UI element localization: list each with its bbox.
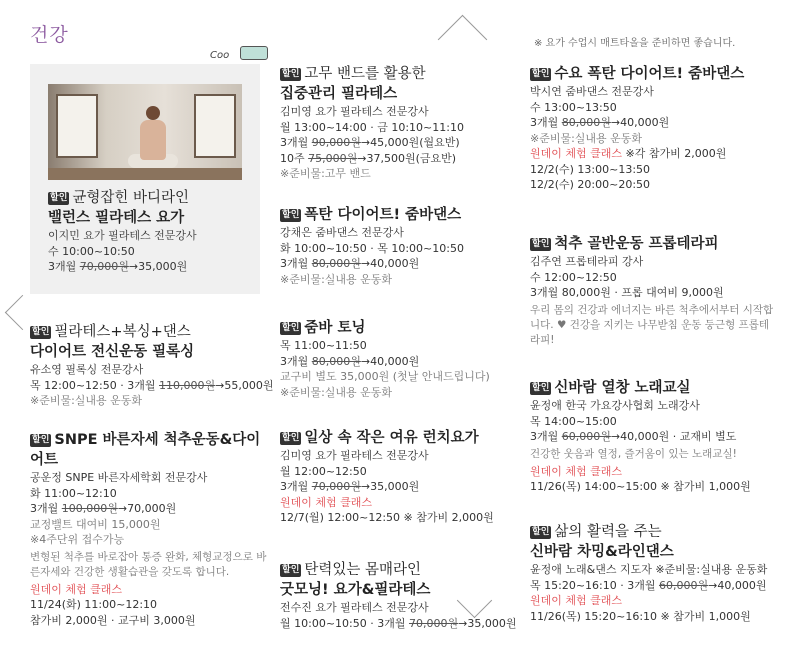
trial-class [530,593,775,609]
course-info: 3개월 80,000원 · 프롭 대여비 9,000원 [530,286,724,299]
course-info: 수 13:00~13:50 [530,100,617,114]
discount-badge: 할인 [32,327,50,337]
price-prefix: 목 15:20~16:10 · 3개월 [530,578,659,592]
old-price: 70,000원 [408,616,459,630]
course-card [530,378,775,495]
old-price: 80,000원 [311,257,361,270]
trial-class [530,464,775,480]
course-info: 공운정 SNPE 바른자세학회 전문강사 [30,471,208,484]
discount-badge: 할인 [532,69,550,79]
course-title-text: 삶의 활력을 주는 [554,524,662,540]
course-card [530,234,775,350]
price-line [280,256,515,272]
price-prefix: 3개월 [530,430,562,443]
price-prefix: 3개월 [30,502,62,515]
course-card [280,318,515,400]
new-price: →45,000원(월요반) [360,136,460,149]
course-info: 월 12:00~12:50 [280,464,367,478]
course-description: 변형된 척추를 바로잡아 통증 완화, 체형교정으로 바른자세와 건강한 생활습관을 갖도록 합니다. [30,550,267,578]
trial-schedule: 11/26(목) 15:20~16:10 ※ 참가비 1,000원 [530,609,751,623]
old-price: 80,000원 [561,116,611,129]
car-icon [240,46,268,60]
course-card [30,322,274,409]
trial-schedule: 11/24(화) 11:00~12:10 [30,598,158,611]
yoga-photo [48,84,242,180]
course-card [530,64,775,193]
course-description: 우리 몸의 건강과 에너지는 바른 척추에서부터 시작합니다. ♥ 건강을 지키는 나무받침 운동 둥근형 프롭테라피! [530,303,774,346]
discount-badge: 할인 [32,435,50,445]
course-info: 월 13:00~14:00 · 금 10:10~11:10 [280,120,464,134]
course-note: ※준비물:실내용 운동화 [530,131,643,145]
course-note: 교구비 별도 35,000원 (첫날 안내드립니다) [280,370,490,383]
price-prefix: 월 10:00~10:50 · 3개월 [280,616,409,630]
course-title [530,234,775,254]
new-price: →40,000원 · 교재비 별도 [610,430,737,443]
course-subtitle: 집중관리 필라테스 [280,86,398,102]
course-note: 교정밸트 대여비 15,000원 [30,517,161,531]
trial-schedule: 12/7(월) 12:00~12:50 ※ 참가비 2,000원 [280,511,494,524]
course-info: 수 12:00~12:50 [530,270,617,284]
course-title-text: SNPE 바른자세 척추운동&다이어트 [30,432,261,468]
featured-title1: 할인 균형잡힌 바디라인 [50,190,190,206]
course-card [280,428,515,526]
course-note: ※준비물:실내용 운동화 [280,272,393,286]
course-title-text: 고무 밴드를 활용한 [304,66,426,82]
course-description: 건강한 웃음과 열정, 즐거움이 있는 노래교실! [530,447,737,460]
course-card [530,522,775,624]
price-prefix: 3개월 [280,257,312,270]
price-prefix: 10주 [280,151,309,165]
price-line [30,378,274,394]
course-title-text: 신바람 열창 노래교실 [554,380,691,396]
trial-class-label: 원데이 체험 클래스 [280,495,373,509]
top-note: ※ 요가 수업시 매트타올을 준비하면 좋습니다. [534,38,736,49]
discount-badge: 할인 [50,193,68,203]
featured-instructor: 이지민 요가 필라테스 전문강사 [48,229,197,242]
price-line [280,135,515,151]
price-line [530,578,775,594]
coo-label: Coo [210,50,230,61]
course-info: 윤정애 노래&댄스 지도자 ※준비물:실내용 운동화 [530,563,768,576]
course-note: ※4주단위 접수가능 [30,533,125,546]
page-title: 건강 [30,24,69,46]
trial-class-label: 원데이 체험 클래스 [530,147,623,160]
discount-badge: 할인 [532,383,550,393]
course-title [530,64,775,84]
price-line [280,151,515,167]
trial-class-label: 원데이 체험 클래스 [530,594,623,607]
trial-schedule: 12/2(수) 13:00~13:50 [530,162,651,176]
course-info: 전수진 요가 필라테스 전문강사 [280,601,429,614]
window-right [194,94,236,158]
featured-title2: 밸런스 필라테스 요가 [48,210,185,226]
course-subtitle: 굿모닝! 요가&필라테스 [280,582,431,598]
trial-class [280,495,515,511]
course-info: 강채은 줌바댄스 전문강사 [280,226,404,239]
course-info: 유소영 필록싱 전문강사 [30,363,144,376]
new-price: →40,000원 [708,578,767,592]
price-prefix: 3개월 [280,480,312,493]
course-title-text: 척추 골반운동 프롭테라피 [554,236,719,252]
old-price: 80,000원 [311,354,361,368]
new-price: →70,000원 [117,502,177,515]
price-line [530,115,775,131]
course-info: 김미영 요가 필라테스 전문강사 [280,105,429,118]
new-price: →40,000원 [360,257,420,270]
trial-class [30,582,270,598]
trial-schedule: 12/2(수) 20:00~20:50 [530,178,651,191]
discount-badge: 할인 [282,565,300,575]
old-price: 60,000원 [561,430,611,443]
new-price: →40,000원 [610,116,670,129]
discount-badge: 할인 [282,433,300,443]
course-title-text: 일상 속 작은 여유 런치요가 [304,430,479,446]
old-price: 75,000원 [308,151,358,165]
old-price: 110,000원 [158,378,216,392]
featured-time: 수 10:00~10:50 [48,244,135,258]
trial-class-label: 원데이 체험 클래스 [530,464,623,478]
course-title [280,318,515,338]
course-info: 화 11:00~12:10 [30,486,117,500]
new-price: →55,000원 [215,378,274,392]
discount-badge: 할인 [532,239,550,249]
discount-badge: 할인 [282,210,300,220]
course-title [530,378,775,398]
course-info: 김주연 프롭테라피 강사 [530,255,644,268]
trial-schedule: 참가비 2,000원 · 교구비 3,000원 [30,613,196,627]
discount-badge: 할인 [282,323,300,333]
window-left [56,94,98,158]
course-note: ※준비물:실내용 운동화 [30,394,143,407]
price-prefix: 3개월 [280,354,312,368]
course-card [280,64,515,182]
course-card [280,205,515,287]
price-line [530,429,775,445]
chevron-up-icon [438,15,487,64]
course-title-text: 필라테스+복싱+댄스 [54,324,191,340]
trial-class-label: 원데이 체험 클래스 [30,582,123,596]
old-price: 100,000원 [61,502,118,515]
discount-badge: 할인 [282,69,300,79]
discount-badge: 할인 [532,527,550,537]
new-price: →37,500원(금요반) [357,151,457,165]
new-price: →40,000원 [360,354,420,368]
price-line [30,501,270,517]
figure-body [140,120,166,160]
course-subtitle: 다이어트 전신운동 필록싱 [30,344,195,360]
price-line [280,616,515,632]
course-info: 김미영 요가 필라테스 전문강사 [280,449,429,462]
course-title [30,430,270,470]
course-info: 목 11:00~11:50 [280,339,367,352]
old-price: 90,000원 [311,136,361,149]
course-info: 화 10:00~10:50 · 목 10:00~10:50 [280,241,464,255]
course-info: 윤정애 한국 가요강사협회 노래강사 [530,399,700,412]
price-line [280,354,515,370]
figure-head [146,106,160,120]
price-prefix: 3개월 [530,116,562,129]
featured-card [30,50,260,294]
course-card [280,560,515,631]
new-price: →35,000원 [458,616,517,630]
old-price: 60,000원 [658,578,709,592]
price-prefix: 3개월 [280,136,312,149]
course-title [280,428,515,448]
trial-class-note: ※각 참가비 2,000원 [622,147,727,160]
price-prefix: 목 12:00~12:50 · 3개월 [30,378,159,392]
course-note: ※준비물:실내용 운동화 [280,385,393,399]
course-card [30,430,270,628]
course-info: 박시연 줌바댄스 전문강사 [530,85,654,98]
old-price: 70,000원 [311,480,361,493]
course-title [30,322,270,342]
course-info: 목 14:00~15:00 [530,414,617,428]
new-price: →35,000원 [360,480,420,493]
course-title [530,522,775,542]
floor [48,168,242,180]
trial-schedule: 11/26(목) 14:00~15:00 ※ 참가비 1,000원 [530,480,751,493]
course-subtitle: 신바람 차밍&라인댄스 [530,544,674,560]
featured-price: 3개월 70,000원→35,000원 [48,260,188,273]
course-title-text: 줌바 토닝 [304,320,366,336]
price-line [280,479,515,495]
course-title-text: 수요 폭탄 다이어트! 줌바댄스 [554,66,745,82]
course-title-text: 폭탄 다이어트! 줌바댄스 [304,207,462,223]
course-title [280,560,515,580]
course-title [280,205,515,225]
course-title [280,64,515,84]
trial-class [530,146,775,162]
course-title-text: 탄력있는 몸매라인 [304,562,422,578]
course-note: ※준비물:고무 밴드 [280,167,371,180]
